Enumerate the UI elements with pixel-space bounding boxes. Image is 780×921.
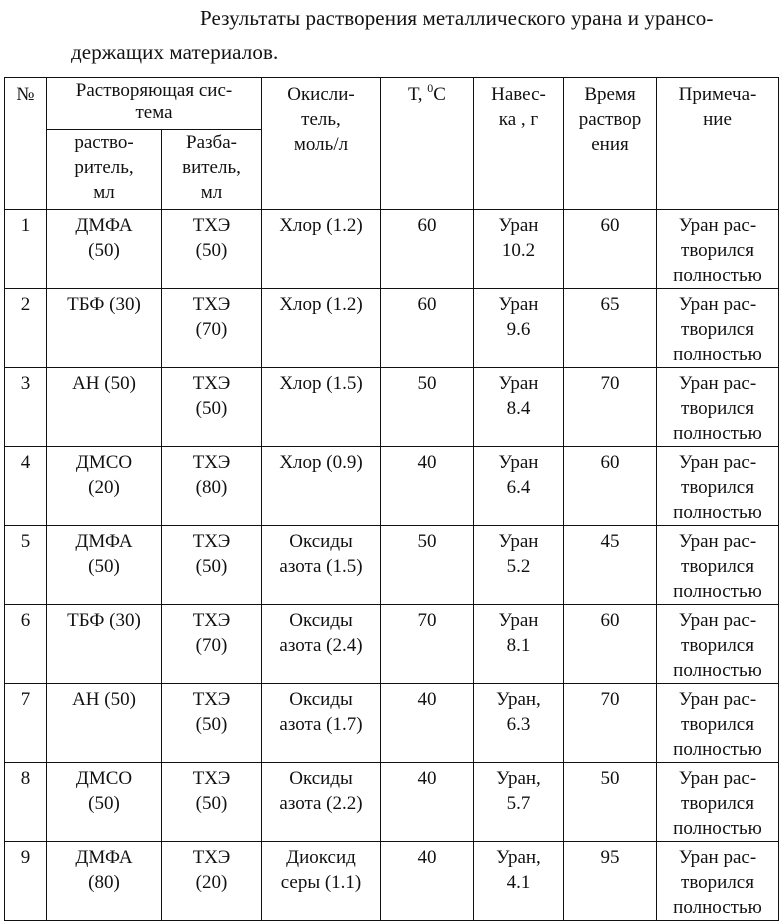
cell-sample-line: Уран xyxy=(498,610,539,631)
cell-solvent-line: (20) xyxy=(88,477,120,498)
cell-time-value: 45 xyxy=(600,531,620,552)
cell-number-value: 4 xyxy=(20,452,31,473)
cell-note-line: творился xyxy=(681,556,754,577)
cell-time xyxy=(564,684,657,763)
cell-temperature xyxy=(381,447,474,526)
cell-solvent-line: (50) xyxy=(88,793,120,814)
cell-oxidant xyxy=(262,684,381,763)
cell-oxidant xyxy=(262,842,381,921)
cell-note xyxy=(657,526,779,605)
cell-sample-line: 6.4 xyxy=(506,477,531,498)
cell-temperature xyxy=(381,842,474,921)
cell-oxidant xyxy=(262,447,381,526)
cell-diluent xyxy=(162,368,262,447)
cell-diluent-line: (70) xyxy=(195,319,228,340)
cell-diluent-line: (50) xyxy=(195,793,228,814)
cell-solvent xyxy=(47,210,162,289)
cell-note-line: полностью xyxy=(673,344,762,365)
cell-sample-line: Уран xyxy=(498,452,539,473)
cell-diluent xyxy=(162,289,262,368)
cell-time xyxy=(564,842,657,921)
cell-oxidant-line: азота (2.4) xyxy=(279,635,363,656)
cell-temperature-value: 40 xyxy=(417,768,437,789)
cell-oxidant xyxy=(262,605,381,684)
cell-time-value: 95 xyxy=(600,847,620,868)
header-dissolving-system: Растворяющая сис- тема xyxy=(47,78,262,130)
cell-solvent xyxy=(47,842,162,921)
cell-sample-line: Уран xyxy=(498,215,539,236)
cell-time xyxy=(564,368,657,447)
cell-time-value: 70 xyxy=(600,373,620,394)
cell-solvent-line: ДМФА xyxy=(75,531,133,552)
cell-sample-line: Уран xyxy=(498,294,539,315)
cell-note xyxy=(657,684,779,763)
table-body xyxy=(5,210,779,921)
cell-note xyxy=(657,842,779,921)
cell-time xyxy=(564,289,657,368)
cell-oxidant xyxy=(262,526,381,605)
cell-number xyxy=(5,842,47,921)
results-table xyxy=(4,77,779,921)
cell-note-line: творился xyxy=(681,793,754,814)
cell-time xyxy=(564,210,657,289)
cell-temperature-value: 50 xyxy=(417,531,437,552)
cell-solvent-line: (80) xyxy=(88,872,120,893)
cell-diluent-line: ТХЭ xyxy=(192,215,231,236)
cell-solvent xyxy=(47,763,162,842)
cell-sample xyxy=(474,210,564,289)
cell-oxidant-line: Хлор (1.5) xyxy=(279,373,363,394)
cell-note-line: полностью xyxy=(673,739,762,760)
cell-solvent-line: ДМФА xyxy=(75,847,133,868)
cell-number xyxy=(5,605,47,684)
cell-oxidant xyxy=(262,368,381,447)
cell-solvent-line: ДМСО xyxy=(75,452,133,473)
cell-temperature xyxy=(381,289,474,368)
cell-sample-line: Уран, xyxy=(496,689,541,710)
cell-oxidant-line: Диоксид xyxy=(286,847,356,868)
cell-time xyxy=(564,763,657,842)
cell-sample-line: Уран, xyxy=(496,847,541,868)
cell-note-line: Уран рас- xyxy=(678,531,757,552)
header-sample: Навес- ка , г xyxy=(474,78,564,210)
cell-note xyxy=(657,368,779,447)
cell-number xyxy=(5,210,47,289)
cell-time xyxy=(564,526,657,605)
cell-temperature-value: 40 xyxy=(417,689,437,710)
header-diluent: Разба- витель, мл xyxy=(162,130,262,210)
cell-temperature xyxy=(381,684,474,763)
cell-oxidant-line: азота (1.7) xyxy=(279,714,363,735)
cell-note-line: полностью xyxy=(673,502,762,523)
cell-sample-line: 8.4 xyxy=(506,398,531,419)
cell-oxidant-line: Оксиды xyxy=(289,768,353,789)
cell-diluent-line: (50) xyxy=(195,714,228,735)
cell-number-value: 5 xyxy=(20,531,31,552)
degree-superscript: 0 xyxy=(427,81,434,95)
cell-temperature xyxy=(381,605,474,684)
cell-oxidant-line: серы (1.1) xyxy=(280,872,362,893)
table-row xyxy=(5,210,779,289)
cell-solvent xyxy=(47,526,162,605)
cell-sample xyxy=(474,763,564,842)
cell-diluent xyxy=(162,605,262,684)
cell-solvent-line: (50) xyxy=(88,556,120,577)
cell-solvent-line: ТБФ (30) xyxy=(67,610,141,631)
cell-note-line: полностью xyxy=(673,581,762,602)
cell-oxidant xyxy=(262,210,381,289)
caption-line-1: Результаты растворения металлического урана и урансо- xyxy=(200,6,714,30)
cell-note xyxy=(657,210,779,289)
cell-oxidant-line: Хлор (1.2) xyxy=(279,215,363,236)
cell-diluent-line: ТХЭ xyxy=(192,689,231,710)
header-note: Примеча- ние xyxy=(657,78,779,210)
cell-solvent xyxy=(47,684,162,763)
cell-time-value: 70 xyxy=(600,689,620,710)
cell-sample-line: 9.6 xyxy=(506,319,531,340)
cell-temperature xyxy=(381,763,474,842)
cell-diluent-line: (80) xyxy=(195,477,228,498)
cell-number-value: 1 xyxy=(20,215,31,236)
cell-diluent-line: ТХЭ xyxy=(192,768,231,789)
table-header xyxy=(5,78,779,210)
cell-diluent-line: ТХЭ xyxy=(192,610,231,631)
cell-number xyxy=(5,684,47,763)
cell-diluent-line: ТХЭ xyxy=(192,531,231,552)
cell-solvent-line: ДМСО xyxy=(75,768,133,789)
cell-number xyxy=(5,368,47,447)
cell-temperature-value: 50 xyxy=(417,373,437,394)
cell-sample-line: Уран xyxy=(498,531,539,552)
cell-solvent-line: (50) xyxy=(88,240,120,261)
header-temperature: Т, $^0$С xyxy=(381,78,474,210)
cell-note-line: Уран рас- xyxy=(678,452,757,473)
cell-diluent-line: (50) xyxy=(195,398,228,419)
cell-note-line: творился xyxy=(681,714,754,735)
cell-note-line: творился xyxy=(681,477,754,498)
cell-time xyxy=(564,605,657,684)
cell-time xyxy=(564,447,657,526)
cell-solvent-line: АН (50) xyxy=(72,689,136,710)
cell-note-line: Уран рас- xyxy=(678,847,757,868)
cell-oxidant-line: Хлор (0.9) xyxy=(279,452,363,473)
cell-solvent xyxy=(47,447,162,526)
cell-sample xyxy=(474,684,564,763)
cell-sample xyxy=(474,842,564,921)
cell-number xyxy=(5,289,47,368)
cell-solvent xyxy=(47,605,162,684)
cell-note-line: Уран рас- xyxy=(678,215,757,236)
cell-diluent xyxy=(162,684,262,763)
cell-note-line: творился xyxy=(681,398,754,419)
cell-time-value: 60 xyxy=(600,610,620,631)
cell-temperature xyxy=(381,210,474,289)
header-number: № xyxy=(5,78,47,210)
table-row xyxy=(5,368,779,447)
cell-sample-line: 5.7 xyxy=(506,793,531,814)
cell-number-value: 9 xyxy=(20,847,31,868)
cell-note-line: Уран рас- xyxy=(678,610,757,631)
cell-temperature-value: 60 xyxy=(417,215,437,236)
table-row xyxy=(5,447,779,526)
table-row xyxy=(5,684,779,763)
cell-temperature-value: 70 xyxy=(417,610,437,631)
cell-sample xyxy=(474,605,564,684)
cell-number-value: 6 xyxy=(20,610,31,631)
cell-diluent xyxy=(162,526,262,605)
cell-temperature xyxy=(381,526,474,605)
cell-note-line: полностью xyxy=(673,265,762,286)
cell-note xyxy=(657,763,779,842)
cell-number xyxy=(5,526,47,605)
cell-oxidant-line: азота (1.5) xyxy=(279,556,363,577)
table-row xyxy=(5,289,779,368)
cell-diluent-line: (50) xyxy=(195,240,228,261)
header-solvent: раство- ритель, мл xyxy=(47,130,162,210)
cell-sample-line: 4.1 xyxy=(506,872,531,893)
cell-solvent xyxy=(47,368,162,447)
cell-oxidant xyxy=(262,289,381,368)
cell-sample xyxy=(474,368,564,447)
cell-note xyxy=(657,289,779,368)
cell-temperature xyxy=(381,368,474,447)
cell-solvent-line: АН (50) xyxy=(72,373,136,394)
cell-diluent xyxy=(162,763,262,842)
cell-diluent-line: (70) xyxy=(195,635,228,656)
caption-line-2: держащих материалов. xyxy=(71,40,279,64)
cell-diluent-line: (20) xyxy=(195,872,228,893)
cell-note-line: Уран рас- xyxy=(678,373,757,394)
table-row xyxy=(5,526,779,605)
cell-diluent-line: (50) xyxy=(195,556,228,577)
cell-number xyxy=(5,763,47,842)
cell-number-value: 3 xyxy=(20,373,31,394)
cell-temperature-value: 60 xyxy=(417,294,437,315)
cell-oxidant-line: Оксиды xyxy=(289,610,353,631)
cell-note-line: творился xyxy=(681,319,754,340)
cell-solvent-line: ТБФ (30) xyxy=(67,294,141,315)
header-time: Время раствор ения xyxy=(564,78,657,210)
cell-temperature-value: 40 xyxy=(417,452,437,473)
cell-note xyxy=(657,605,779,684)
cell-solvent xyxy=(47,289,162,368)
cell-oxidant-line: Оксиды xyxy=(289,689,353,710)
cell-sample-line: 5.2 xyxy=(506,556,531,577)
cell-note-line: творился xyxy=(681,635,754,656)
cell-diluent-line: ТХЭ xyxy=(192,373,231,394)
table-row xyxy=(5,842,779,921)
cell-oxidant-line: Оксиды xyxy=(289,531,353,552)
cell-sample xyxy=(474,289,564,368)
header-oxidant: Окисли- тель, моль/л xyxy=(262,78,381,210)
cell-diluent xyxy=(162,842,262,921)
cell-note xyxy=(657,447,779,526)
cell-number-value: 7 xyxy=(20,689,31,710)
cell-oxidant xyxy=(262,763,381,842)
cell-sample-line: 10.2 xyxy=(501,240,536,261)
cell-diluent xyxy=(162,210,262,289)
cell-number xyxy=(5,447,47,526)
cell-oxidant-line: Хлор (1.2) xyxy=(279,294,363,315)
cell-note-line: полностью xyxy=(673,423,762,444)
cell-sample xyxy=(474,447,564,526)
cell-time-value: 65 xyxy=(600,294,620,315)
cell-sample-line: Уран xyxy=(498,373,539,394)
cell-note-line: Уран рас- xyxy=(678,768,757,789)
table-row xyxy=(5,763,779,842)
cell-note-line: Уран рас- xyxy=(678,689,757,710)
cell-number-value: 2 xyxy=(20,294,31,315)
cell-sample-line: 8.1 xyxy=(506,635,531,656)
cell-solvent-line: ДМФА xyxy=(75,215,133,236)
cell-note-line: Уран рас- xyxy=(678,294,757,315)
cell-note-line: творился xyxy=(681,240,754,261)
cell-note-line: полностью xyxy=(673,660,762,681)
cell-oxidant-line: азота (2.2) xyxy=(279,793,363,814)
cell-time-value: 60 xyxy=(600,215,620,236)
cell-note-line: полностью xyxy=(673,818,762,839)
cell-diluent xyxy=(162,447,262,526)
cell-note-line: творился xyxy=(681,872,754,893)
cell-sample-line: Уран, xyxy=(496,768,541,789)
cell-diluent-line: ТХЭ xyxy=(192,847,231,868)
cell-diluent-line: ТХЭ xyxy=(192,452,231,473)
cell-diluent-line: ТХЭ xyxy=(192,294,231,315)
cell-note-line: полностью xyxy=(673,897,762,918)
cell-sample-line: 6.3 xyxy=(506,714,531,735)
cell-time-value: 60 xyxy=(600,452,620,473)
cell-temperature-value: 40 xyxy=(417,847,437,868)
cell-sample xyxy=(474,526,564,605)
cell-time-value: 50 xyxy=(600,768,620,789)
table-row xyxy=(5,605,779,684)
cell-number-value: 8 xyxy=(20,768,31,789)
